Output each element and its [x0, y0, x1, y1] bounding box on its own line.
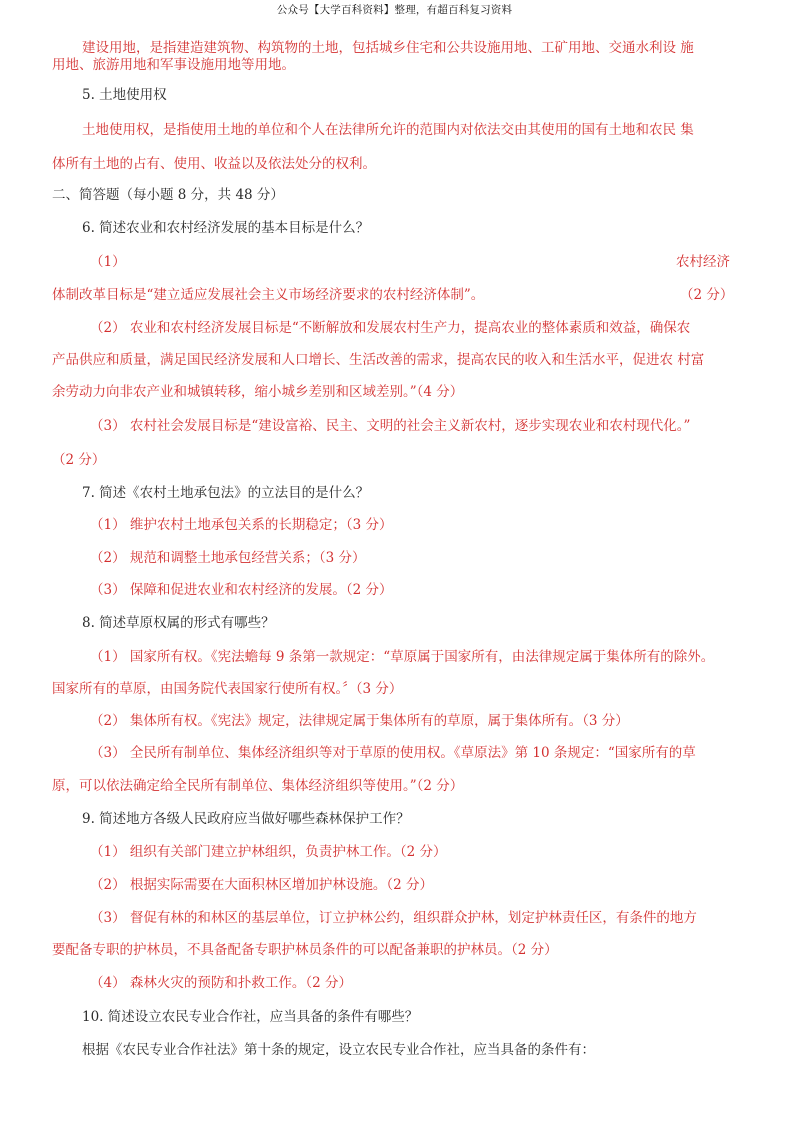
text-line: 建设用地，是指建造建筑物、构筑物的土地，包括城乡住宅和公共设施用地、工矿用地、交通水利设 施	[82, 40, 694, 56]
text-line: 农村经济	[676, 254, 730, 270]
page-header: 公众号【大学百科资料】整理，有超百科复习资料	[276, 4, 513, 16]
text-line: （1）	[90, 254, 126, 270]
question-heading: 10. 简述设立农民专业合作社，应当具备的条件有哪些？	[82, 1009, 419, 1025]
question-heading: 9. 简述地方各级人民政府应当做好哪些森林保护工作？	[82, 811, 410, 827]
section-heading: 二、简答题（每小题 8 分，共 48 分）	[52, 187, 284, 203]
question-heading: 7. 简述《农村土地承包法》的立法目的是什么？	[82, 485, 370, 501]
text-line: （2） 规范和调整土地承包经营关系；（3 分）	[90, 550, 366, 566]
text-line: （1） 组织有关部门建立护林组织，负责护林工作。（2 分）	[90, 844, 447, 860]
text-line: （3） 督促有林的和林区的基层单位，订立护林公约，组织群众护林，划定护林责任区，有条件的地方	[90, 910, 697, 926]
text-line: 产品供应和质量，满足国民经济发展和人口增长、生活改善的需求，提高农民的收入和生活水平，促进农 村富	[52, 352, 705, 368]
text-line: 要配备专职的护林员，不具备配备专职护林员条件的可以配备兼职的护林员。（2 分）	[52, 942, 558, 958]
text-line: 土地使用权，是指使用土地的单位和个人在法律所允许的范围内对依法交由其使用的国有土地和农民 集	[82, 122, 694, 138]
text-line: （3） 农村社会发展目标是“建设富裕、民主、文明的社会主义新农村，逐步实现农业和农村现代化。”	[90, 418, 691, 434]
text-line: （3） 全民所有制单位、集体经济组织等对于草原的使用权。《草原法》第 10 条规定：“国家所有的草	[90, 745, 696, 761]
text-line: 原，可以依法确定给全民所有制单位、集体经济组织等使用。”（2 分）	[52, 778, 464, 794]
text-line: 国家所有的草原，由国务院代表国家行使所有权。〞（3 分）	[52, 681, 403, 697]
text-line: 根据《农民专业合作社法》第十条的规定，设立农民专业合作社，应当具备的条件有：	[82, 1042, 595, 1058]
text-line: （1） 维护农村土地承包关系的长期稳定；（3 分）	[90, 517, 393, 533]
text-line: （3） 保障和促进农业和农村经济的发展。（2 分）	[90, 582, 393, 598]
text-line: （2） 根据实际需要在大面积林区增加护林设施。（2 分）	[90, 877, 434, 893]
text-line: （2） 农业和农村经济发展目标是“不断解放和发展农村生产力，提高农业的整体素质和效益，确保农	[90, 320, 691, 336]
text-line: 体制改革目标是“建立适应发展社会主义市场经济要求的农村经济体制”。	[52, 287, 485, 303]
text-line: 用地、旅游用地和军事设施用地等用地。	[52, 57, 295, 73]
text-line: （4） 森林火灾的预防和扑救工作。（2 分）	[90, 975, 353, 991]
score-label: （2 分）	[52, 452, 106, 468]
text-line: 体所有土地的占有、使用、收益以及依法处分的权利。	[52, 156, 376, 172]
text-line: （2） 集体所有权。《宪法》规定，法律规定属于集体所有的草原，属于集体所有。（3 分）	[90, 713, 629, 729]
question-heading: 6. 简述农业和农村经济发展的基本目标是什么？	[82, 220, 370, 236]
text-line: 余劳动力向非农产业和城镇转移，缩小城乡差别和区域差别。”（4 分）	[52, 384, 464, 400]
score-label: （2 分）	[680, 287, 734, 303]
question-heading: 8. 简述草原权属的形式有哪些？	[82, 615, 275, 631]
text-line: （1） 国家所有权。《宪法蟾每 9 条第一款规定：“草原属于国家所有，由法律规定属于集体所有的除外。	[90, 649, 715, 665]
section-heading: 5. 土地使用权	[82, 87, 167, 103]
